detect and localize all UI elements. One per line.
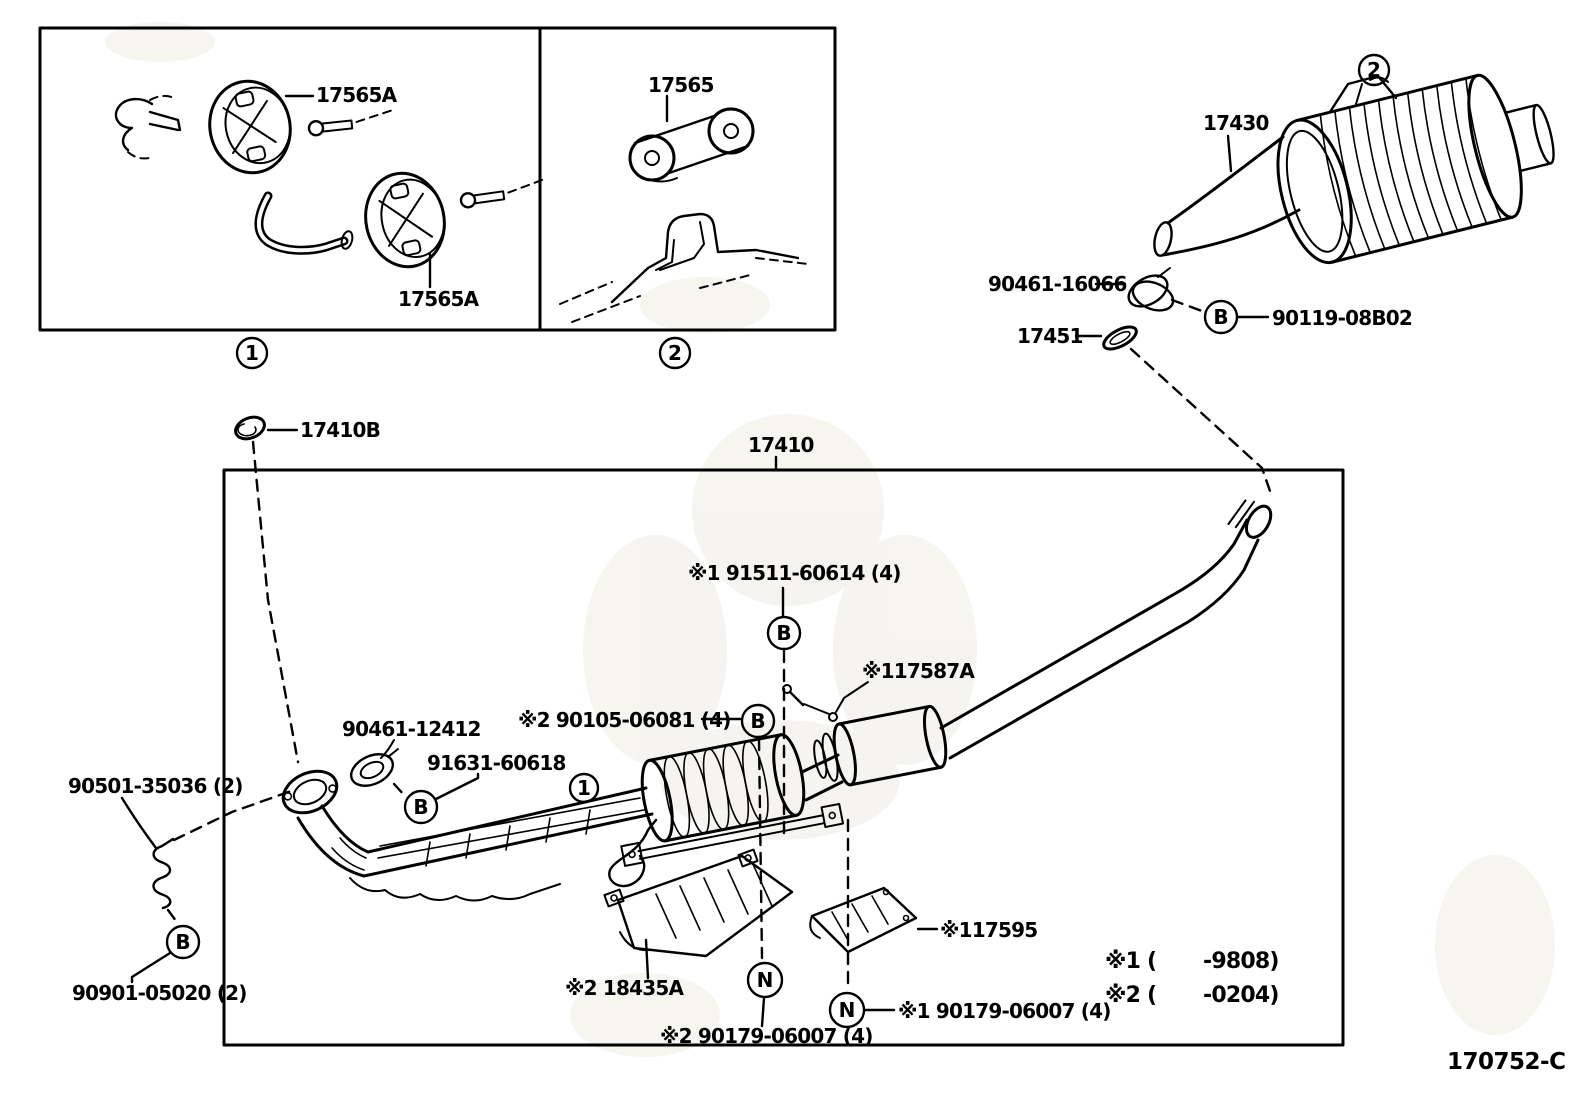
- label-90901-05020: 90901-05020 (2): [72, 981, 247, 1005]
- legend: [1105, 949, 1279, 1008]
- legend-row2-value: -0204): [1203, 983, 1279, 1008]
- clamp-icon-16066: [1123, 268, 1177, 316]
- doc-number: 170752-C: [1447, 1049, 1566, 1075]
- leader-nut1: [762, 998, 764, 1026]
- circled-number-2-inset: [660, 338, 690, 368]
- dash-17410b-to-flange: [253, 442, 298, 762]
- rear-muffler-section: [988, 55, 1568, 494]
- watermark: [105, 22, 1555, 1057]
- bolt-icon-1: [308, 110, 394, 136]
- label-117587a: ※117587A: [862, 659, 975, 683]
- heat-shield1-icon: [604, 850, 792, 956]
- circled-number-1-inset: [237, 338, 267, 368]
- label-91631-60618: 91631-60618: [427, 751, 566, 775]
- hook-rod-icon: [116, 96, 180, 158]
- dash-17451-to-pipe: [1131, 349, 1271, 494]
- leader-90901: [132, 953, 170, 982]
- label-117595: ※117595: [940, 918, 1038, 942]
- label-91511-60614: ※1 91511-60614 (4): [688, 561, 901, 585]
- front-pipe-icon: [298, 788, 652, 901]
- stud-link: [804, 704, 829, 714]
- legend-row1-value: -9808): [1203, 949, 1279, 974]
- rear-pipe-icon: [941, 495, 1276, 758]
- label-17430: 17430: [1203, 111, 1269, 135]
- hanger-insulator-1: [201, 74, 298, 181]
- bolt-marker-b3: [405, 791, 437, 823]
- label-17565a-bottom: 17565A: [398, 287, 479, 311]
- leader-17430: [1228, 136, 1231, 171]
- stud-icon: [783, 685, 803, 705]
- svg-text:B: B: [750, 709, 766, 733]
- bolt-marker-b1: [768, 617, 800, 649]
- dash-clamp-to-b3: [394, 784, 405, 796]
- svg-text:1: 1: [577, 776, 591, 800]
- svg-text:B: B: [175, 930, 191, 954]
- clamp-icon-12412: [346, 748, 398, 792]
- nut-marker-n1: [748, 963, 782, 997]
- heat-shield2-icon: [810, 888, 916, 952]
- svg-text:2: 2: [668, 341, 682, 365]
- muffler-body-icon: [1265, 62, 1568, 270]
- svg-text:B: B: [413, 795, 429, 819]
- svg-text:B: B: [776, 621, 792, 645]
- pipe-hook-icon: [609, 820, 656, 886]
- leader-90501: [122, 798, 156, 848]
- legend-row2-mark: ※2 (: [1105, 983, 1157, 1008]
- bolt-marker-muffler: [1205, 301, 1237, 333]
- inset-box1-border: [40, 28, 540, 330]
- stud-node: [829, 713, 837, 721]
- svg-text:B: B: [1213, 305, 1229, 329]
- leader-18435a: [646, 940, 648, 978]
- label-17565: 17565: [648, 73, 714, 97]
- svg-text:2: 2: [1367, 58, 1381, 82]
- dash-spring-to-b4: [168, 910, 179, 925]
- cushion-icon: [630, 109, 753, 182]
- label-90461-12412: 90461-12412: [342, 717, 481, 741]
- bolt-marker-b4: [167, 926, 199, 958]
- leader-91631: [436, 774, 478, 799]
- bolt-icon-2: [460, 180, 546, 209]
- label-90105-06081: ※2 90105-06081 (4): [518, 708, 731, 732]
- label-17410b: 17410B: [300, 418, 381, 442]
- label-90179-06007-n1: ※2 90179-06007 (4): [660, 1024, 873, 1048]
- label-90179-06007-n2: ※1 90179-06007 (4): [898, 999, 1111, 1023]
- label-90461-16066: 90461-16066: [988, 272, 1127, 296]
- spring-icon: [154, 839, 174, 908]
- svg-text:N: N: [838, 998, 856, 1022]
- legend-row1-mark: ※1 (: [1105, 949, 1157, 974]
- label-18435a: ※2 18435A: [565, 976, 684, 1000]
- hanger-insulator-2: [357, 166, 453, 274]
- svg-text:1: 1: [245, 341, 259, 365]
- label-17565a-top: 17565A: [316, 83, 397, 107]
- inset-box1: [40, 28, 545, 368]
- label-17451: 17451: [1017, 324, 1083, 348]
- svg-text:N: N: [756, 968, 774, 992]
- dash-clamp-to-b: [1172, 300, 1202, 311]
- bent-rod-icon: [259, 196, 354, 250]
- nut-marker-n2: [830, 993, 864, 1027]
- gasket-icon-17451: [1100, 322, 1139, 353]
- label-90119-08b02: 90119-08B02: [1272, 306, 1412, 330]
- circled-number-1-main: [570, 774, 598, 802]
- label-90501-35036: 90501-35036 (2): [68, 774, 243, 798]
- label-17410: 17410: [748, 433, 814, 457]
- gasket-icon-17410b: [232, 413, 267, 443]
